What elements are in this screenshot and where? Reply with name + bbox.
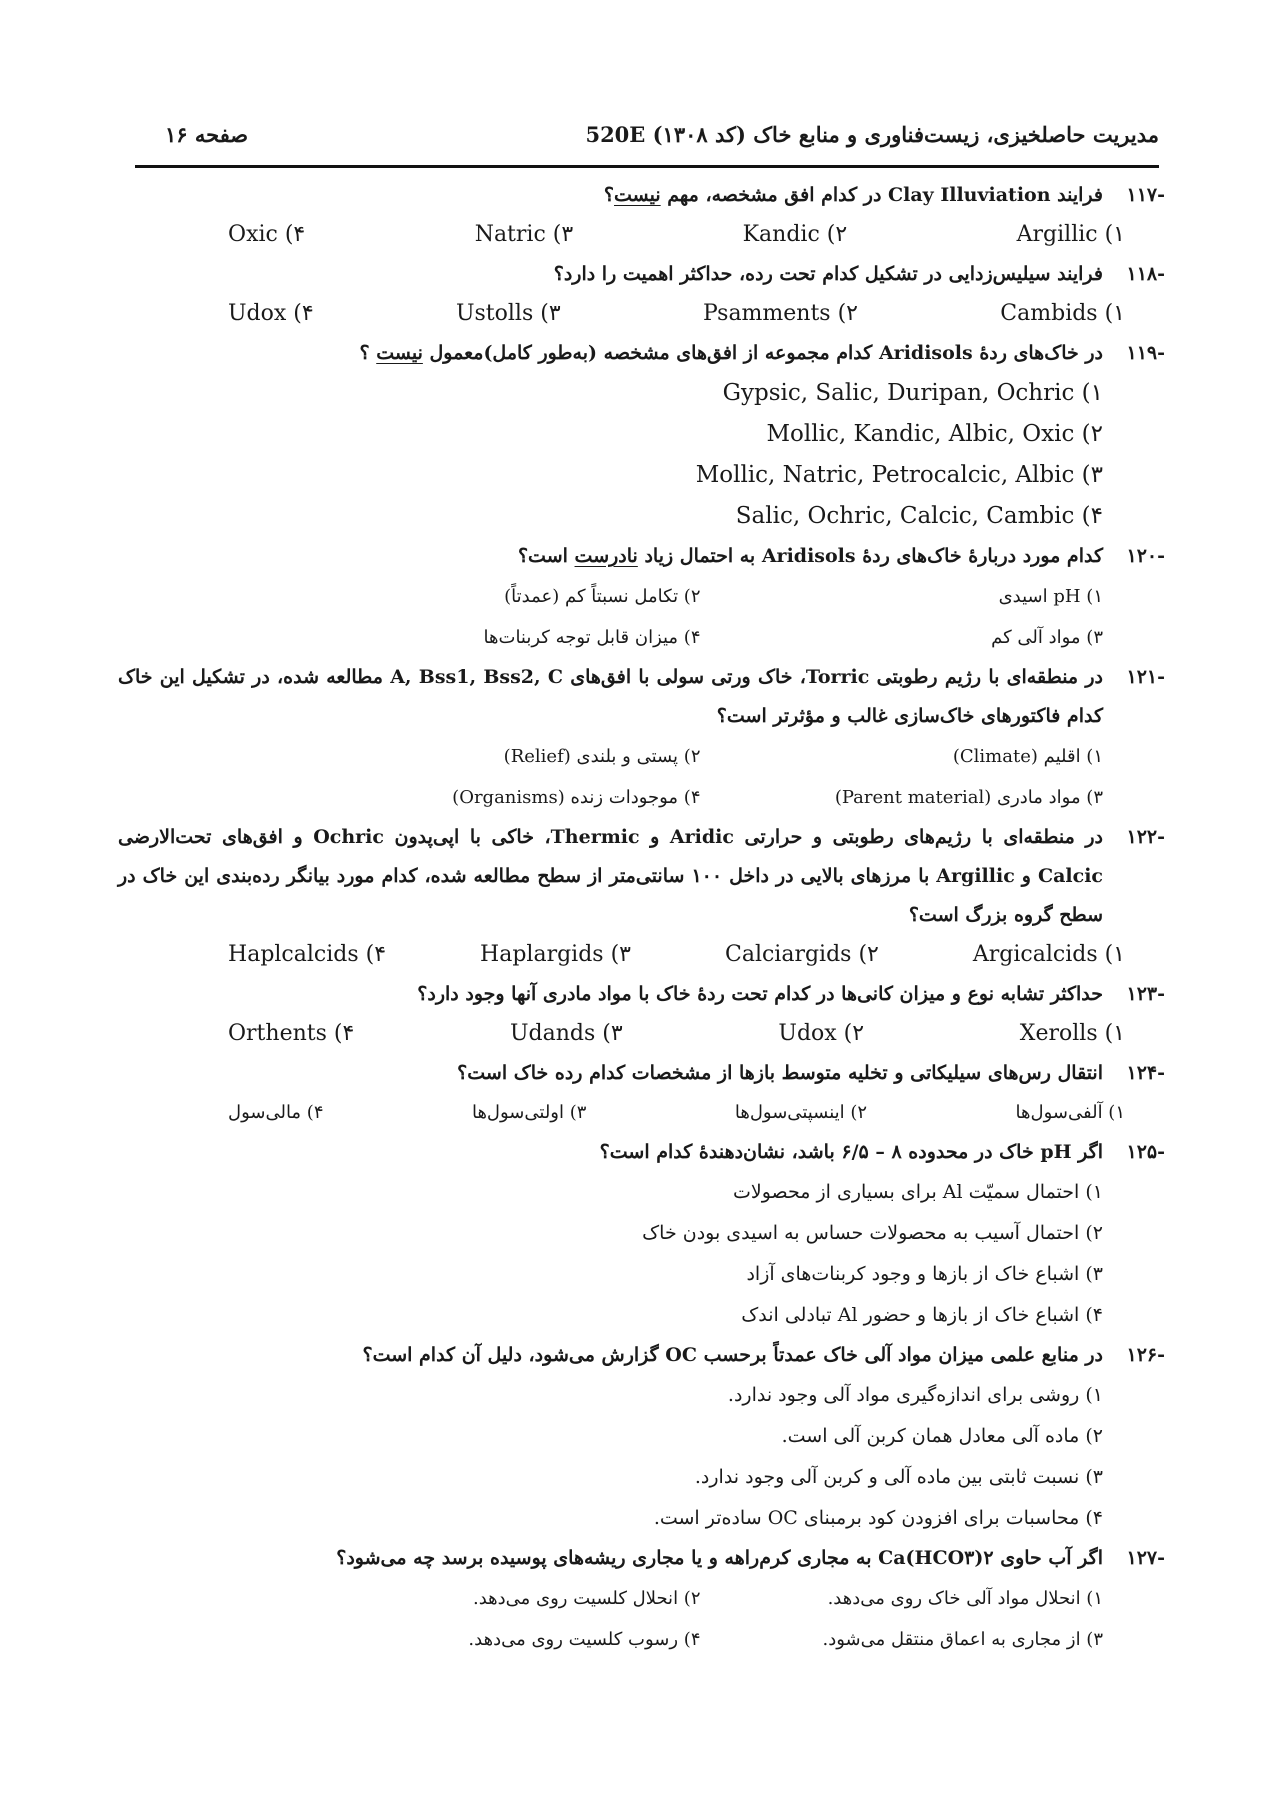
options xyxy=(118,373,1165,537)
option-3: ۳) از مجاری به اعماق منتقل می‌شود. xyxy=(822,1629,1103,1650)
question-119 xyxy=(118,334,1165,537)
option-3: Mollic, Natric, Petrocalcic, Albic (۳ xyxy=(695,462,1103,488)
question-123 xyxy=(118,975,1165,1054)
question-text: در خاک‌های ردهٔ Aridisols کدام مجموعه از افق‌های مشخصه (به‌طور کامل)معمول نیست ؟ xyxy=(359,342,1103,364)
option-1: Gypsic, Salic, Duripan, Ochric (۱ xyxy=(722,380,1103,406)
page-number: صفحه ۱۶ xyxy=(165,122,249,147)
option-1: ۱) pH اسیدی xyxy=(998,586,1103,607)
options xyxy=(118,935,1165,975)
option-2: ۲) پستی و بلندی (Relief) xyxy=(503,746,701,767)
question-number: -۱۱۹ xyxy=(1126,342,1165,364)
option-2: Calciargids (۲ xyxy=(725,942,879,967)
questions-list xyxy=(118,176,1165,1660)
question-text: فرایند سیلیس‌زدایی در تشکیل کدام تحت رده، حداکثر اهمیت را دارد؟ xyxy=(553,263,1103,285)
option-3: Udands (۳ xyxy=(510,1021,623,1046)
option-3: Ustolls (۳ xyxy=(455,301,561,326)
question-text: در منطقه‌ای با رژیم رطوبتی Torric، خاک ورتی سولی با افق‌های A, Bss1, Bss2, C مطالعه شده، در تشکیل این خاک کدام فاکتورهای خاک‌سازی غالب و مؤثرتر است؟ xyxy=(118,666,1103,727)
option-2: ۲) ماده آلی معادل همان کربن آلی است. xyxy=(781,1425,1103,1447)
question-118 xyxy=(118,255,1165,334)
option-4: ۴) مالی‌سول xyxy=(228,1102,324,1123)
question-number: -۱۲۳ xyxy=(1126,983,1165,1005)
question-number: -۱۲۰ xyxy=(1126,545,1165,567)
option-1: Cambids (۱ xyxy=(1000,301,1125,326)
question-125 xyxy=(118,1133,1165,1336)
option-2: ۲) اینسپتی‌سول‌ها xyxy=(734,1102,868,1123)
question-122 xyxy=(118,818,1165,975)
options xyxy=(118,215,1165,255)
options xyxy=(118,1172,1165,1336)
question-text: در منابع علمی میزان مواد آلی خاک عمدتاً برحسب OC گزارش می‌شود، دلیل آن کدام است؟ xyxy=(362,1344,1103,1366)
question-number: -۱۲۲ xyxy=(1126,826,1165,848)
option-2: Mollic, Kandic, Albic, Oxic (۲ xyxy=(766,421,1103,447)
option-2: ۲) انحلال کلسیت روی می‌دهد. xyxy=(472,1588,701,1609)
option-2: Udox (۲ xyxy=(778,1021,865,1046)
options xyxy=(118,294,1165,334)
question-number: -۱۱۷ xyxy=(1126,184,1165,206)
options xyxy=(118,1578,1165,1660)
options xyxy=(118,1375,1165,1539)
option-3: ۳) اشباع خاک از بازها و وجود کربنات‌های آزاد xyxy=(746,1263,1103,1285)
question-text: انتقال رس‌های سیلیکاتی و تخلیه متوسط بازها از مشخصات کدام رده خاک است؟ xyxy=(457,1062,1103,1084)
option-3: Haplargids (۳ xyxy=(480,942,631,967)
question-text: در منطقه‌ای با رژیم‌های رطوبتی و حرارتی Aridic و Thermic، خاکی با اپی‌پدون Ochric و افق‌های تحت‌الارضی Calcic و Argillic با مرزهای بالایی در داخل ۱۰۰ سانتی‌متر از سطح مطالعه شده، کدام مورد بیانگر رده‌بندی این خاک در سطح گروه بزرگ است؟ xyxy=(118,826,1103,926)
option-2: ۲) تکامل نسبتاً کم (عمدتاً) xyxy=(504,586,701,607)
option-4: Udox (۴ xyxy=(228,301,314,326)
option-2: ۲) احتمال آسیب به محصولات حساس به اسیدی بودن خاک xyxy=(642,1222,1103,1244)
question-number: -۱۲۱ xyxy=(1126,666,1165,688)
option-1: ۱) آلفی‌سول‌ها xyxy=(1015,1102,1125,1123)
question-117 xyxy=(118,176,1165,255)
question-text: کدام مورد دربارهٔ خاک‌های ردهٔ Aridisols به احتمال زیاد نادرست است؟ xyxy=(517,545,1103,567)
question-120 xyxy=(118,537,1165,658)
page-header xyxy=(135,118,1159,158)
option-1: ۱) انحلال مواد آلی خاک روی می‌دهد. xyxy=(827,1588,1103,1609)
option-1: ۱) روشی برای اندازه‌گیری مواد آلی وجود ندارد. xyxy=(727,1384,1103,1406)
question-number: -۱۱۸ xyxy=(1126,263,1165,285)
options xyxy=(118,736,1165,818)
question-number: -۱۲۵ xyxy=(1126,1141,1165,1163)
header-divider xyxy=(135,165,1159,168)
question-127 xyxy=(118,1539,1165,1660)
option-3: Natric (۳ xyxy=(474,222,574,247)
option-4: ۴) اشباع خاک از بازها و حضور Al تبادلی اندک xyxy=(741,1304,1103,1326)
option-2: Kandic (۲ xyxy=(742,222,848,247)
question-number: -۱۲۷ xyxy=(1126,1547,1165,1569)
option-3: ۳) مواد مادری (Parent material) xyxy=(834,787,1103,808)
question-number: -۱۲۶ xyxy=(1126,1344,1165,1366)
question-number: -۱۲۴ xyxy=(1126,1062,1165,1084)
option-1: ۱) اقلیم (Climate) xyxy=(952,746,1103,767)
option-1: Argillic (۱ xyxy=(1016,222,1125,247)
question-text: اگر آب حاوی ۲(Ca(HCO۳ به مجاری کرم‌راهه و یا مجاری ریشه‌های پوسیده برسد چه می‌شود؟ xyxy=(336,1547,1103,1569)
option-1: Xerolls (۱ xyxy=(1019,1021,1125,1046)
option-4: ۴) میزان قابل توجه کربنات‌ها xyxy=(483,627,701,648)
options xyxy=(118,576,1165,658)
option-4: ۴) رسوب کلسیت روی می‌دهد. xyxy=(468,1629,701,1650)
option-3: ۳) اولتی‌سول‌ها xyxy=(471,1102,587,1123)
option-3: ۳) مواد آلی کم xyxy=(991,627,1103,648)
option-4: ۴) محاسبات برای افزودن کود برمبنای OC ساده‌تر است. xyxy=(653,1507,1103,1529)
question-124 xyxy=(118,1054,1165,1133)
question-text: فرایند Clay Illuviation در کدام افق مشخصه، مهم نیست؟ xyxy=(603,184,1103,206)
exam-title: مدیریت حاصلخیزی، زیست‌فناوری و منابع خاک (کد ۱۳۰۸) 520E xyxy=(585,122,1159,147)
question-121 xyxy=(118,658,1165,818)
option-4: ۴) موجودات زنده (Organisms) xyxy=(452,787,701,808)
question-text: اگر pH خاک در محدوده ۸ – ۶/۵ باشد، نشان‌دهندهٔ کدام است؟ xyxy=(599,1141,1103,1163)
options xyxy=(118,1093,1165,1133)
question-126 xyxy=(118,1336,1165,1539)
option-4: Haplcalcids (۴ xyxy=(228,942,387,967)
options xyxy=(118,1014,1165,1054)
question-text: حداکثر تشابه نوع و میزان کانی‌ها در کدام تحت ردهٔ خاک با مواد مادری آنها وجود دارد؟ xyxy=(417,983,1103,1005)
option-3: ۳) نسبت ثابتی بین ماده آلی و کربن آلی وجود ندارد. xyxy=(694,1466,1103,1488)
option-1: Argicalcids (۱ xyxy=(972,942,1125,967)
option-4: Oxic (۴ xyxy=(228,222,306,247)
option-4: Salic, Ochric, Calcic, Cambic (۴ xyxy=(735,503,1103,529)
option-2: Psamments (۲ xyxy=(702,301,858,326)
option-1: ۱) احتمال سمیّت Al برای بسیاری از محصولات xyxy=(732,1181,1103,1203)
option-4: Orthents (۴ xyxy=(228,1021,355,1046)
